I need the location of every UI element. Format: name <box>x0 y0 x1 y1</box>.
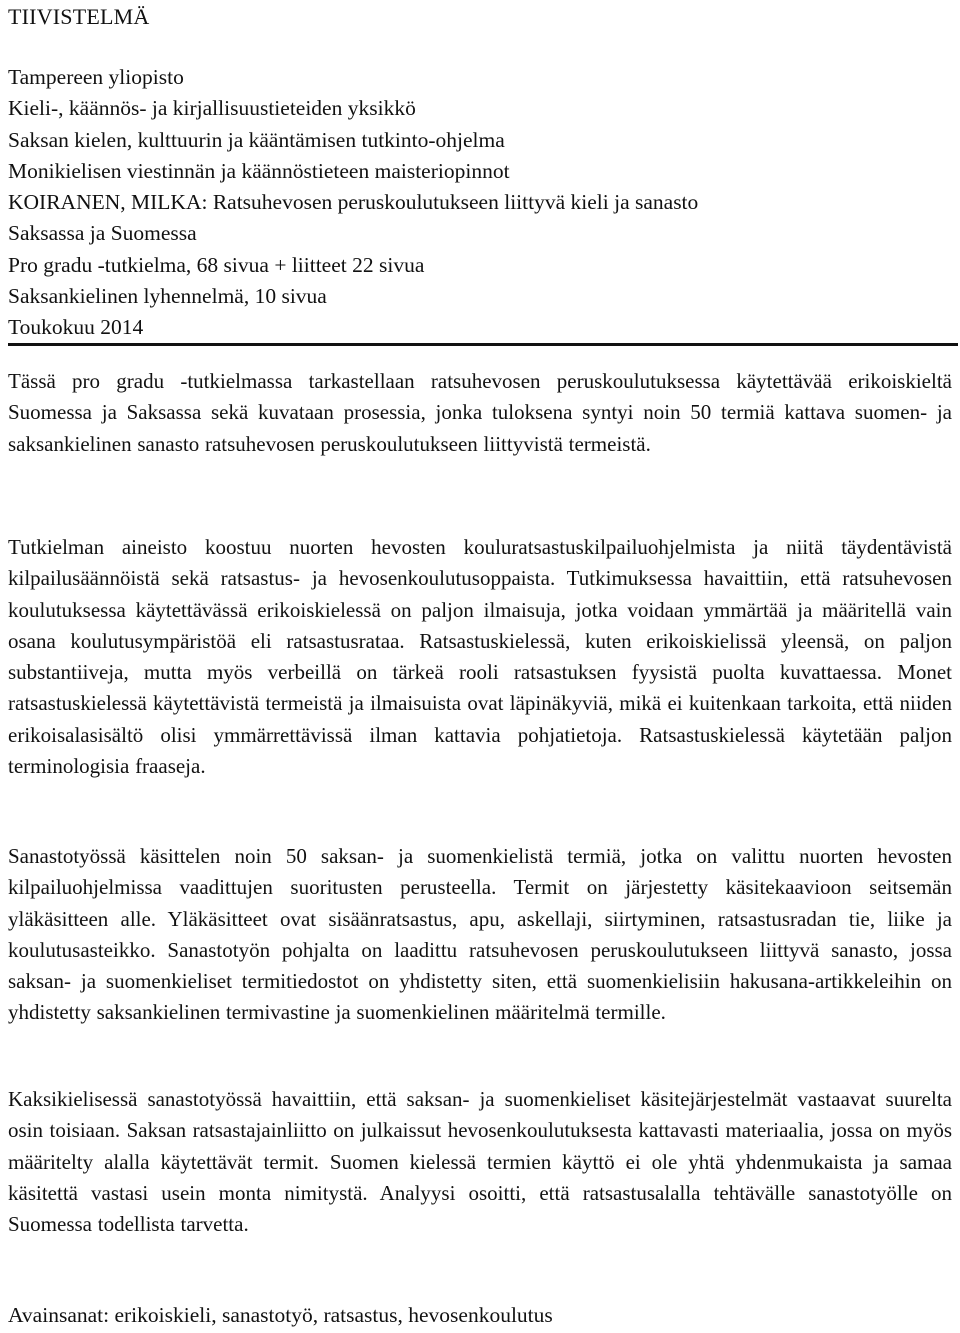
abstract-paragraph-3: Sanastotyössä käsittelen noin 50 saksan- ja suomenkielistä termiä, jotka on valittu nuorten hevosten kilpailuohjelmissa vaadittujen suoritusten perusteella. Termit on järjestetty käsitekaavioon seitsemän yläkäsitteen alle. Yläkäsitteet ovat sisäänratsastus, apu, askellaji, siirtyminen, ratsastusradan tie, liike ja koulutusasteikko. Sanastotyön pohjalta on laadittu ratsuhevosen peruskoulutukseen liittyvä sanasto, jossa saksan- ja suomenkieliset termitiedostot on yhdistetty siten, että suomenkielisiin hakusana-artikkeleihin on yhdistetty saksankielinen termivastine ja suomenkielinen määritelmä termille. <box>8 844 952 1025</box>
page-title: TIIVISTELMÄ <box>8 4 150 29</box>
abstract-paragraph-4: Kaksikielisessä sanastotyössä havaittiin, että saksan- ja suomenkieliset käsitejärjestelmät vastaavat suurelta osin toisiaan. Saksan ratsastajainliitto on julkaissut hevosenkoulutuksesta kattavasti materiaalia, jossa on myös määritelty alalla käytettävät termit. Suomen kielessä termien käyttö ei ole yhtä yhdenmukaista ja samaa käsitettä vastasi usein monta nimitystä. Analyysi osoitti, että ratsastusalalla tehtävälle sanastotyölle on Suomessa todellista tarvetta. <box>8 1087 952 1237</box>
masters-studies-line: Monikielisen viestinnän ja käännöstieteen maisteriopinnot <box>8 158 510 183</box>
university-line: Tampereen yliopisto <box>8 65 184 89</box>
abstract-paragraph-2: Tutkielman aineisto koostuu nuorten hevosten kouluratsastuskilpailuohjelmista ja niitä täydentävistä kilpailusäännöistä sekä ratsastus- ja hevosenkoulutusoppaista. Tutkimuksessa havaittiin, että ratsuhevosen koulutuksessa käytettävässä erikoiskielessä on paljon ilmaisuja, jotka voidaan ymmärtää ja määritellä vain osana koulutusympäristöä eli ratsastusrataa. Ratsastuskielessä, kuten erikoiskielissä yleensä, on paljon substantiiveja, mutta myös verbeillä on tärkeä rooli ratsastuksen fyysistä puolta kuvattaessa. Monet ratsastuskielessä käytettävistä termeistä ja ilmaisuista ovat läpinäkyviä, mikä ei kuitenkaan tarkoita, että niiden erikoisalasisältö olisi ymmärrettävissä ilman kattavia pohjatietoja. Ratsastuskielessä käytetään paljon terminologisia fraaseja. <box>8 535 952 779</box>
faculty-line: Kieli-, käännös- ja kirjallisuustieteiden yksikkö <box>8 96 416 121</box>
author-title-line: KOIRANEN, MILKA: Ratsuhevosen peruskoulutukseen liittyvä kieli ja sanasto <box>8 190 699 215</box>
page-count-line: Pro gradu -tutkielma, 68 sivua + liitteet 22 sivua <box>8 252 425 277</box>
date-line: Toukokuu 2014 <box>8 315 144 340</box>
author-title-continuation: Saksassa ja Suomessa <box>8 221 197 246</box>
keywords-line: Avainsanat: erikoiskieli, sanastotyö, ratsastus, hevosenkoulutus <box>8 1303 553 1327</box>
thesis-metadata <box>8 62 952 344</box>
german-summary-line: Saksankielinen lyhennelmä, 10 sivua <box>8 284 327 309</box>
horizontal-rule <box>8 343 958 346</box>
degree-program-line: Saksan kielen, kulttuurin ja kääntämisen tutkinto-ohjelma <box>8 127 505 152</box>
abstract-paragraph-1: Tässä pro gradu -tutkielmassa tarkastellaan ratsuhevosen peruskoulutuksessa käytettävää erikoiskieltä Suomessa ja Saksassa sekä kuvataan prosessia, jonka tuloksena syntyi noin 50 termiä kattava suomen- ja saksankielinen sanasto ratsuhevosen peruskoulutukseen liittyvistä termeistä. <box>8 369 952 456</box>
